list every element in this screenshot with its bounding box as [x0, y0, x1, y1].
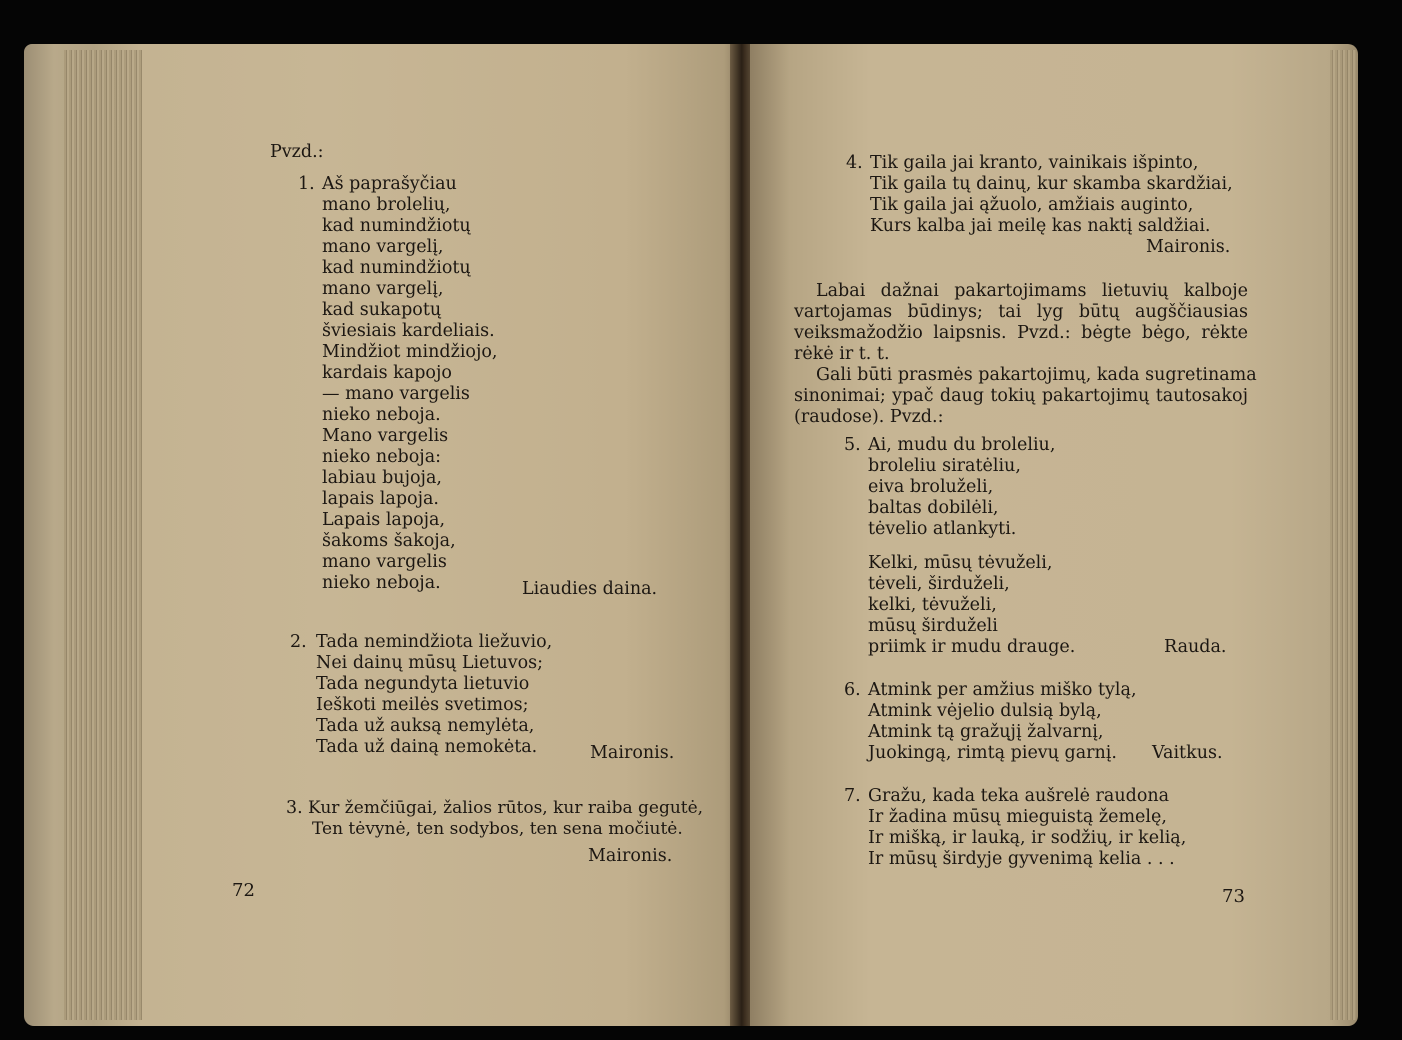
text-line: (raudose). Pvzd.: [794, 407, 944, 427]
poem-line: labiau bujoja, [322, 468, 442, 488]
poem-line: eiva broluželi, [868, 477, 994, 497]
poem-line: Ieškoti meilės svetimos; [316, 695, 529, 715]
poem-line: nieko neboja. [322, 573, 441, 593]
page-number-left: 72 [232, 880, 255, 901]
poem-line: Nei dainų mūsų Lietuvos; [316, 653, 544, 673]
poem-example-2 [316, 632, 552, 758]
poem-line: Kelki, mūsų tėvuželi, [868, 553, 1053, 573]
source-attribution: Vaitkus. [1152, 743, 1223, 763]
example-number: 3. [286, 798, 303, 818]
poem-line: baltas dobilėli, [868, 498, 999, 518]
poem-example-5-stanza-2 [868, 553, 1075, 658]
page-number-right: 73 [1222, 886, 1245, 907]
poem-line: kad sukapotų [322, 300, 442, 320]
poem-line: kad numindžiotų [322, 258, 471, 278]
poem-line: Aš paprašyčiau [322, 174, 457, 194]
example-number: 4. [846, 153, 863, 173]
page-edges-left [64, 50, 142, 1020]
poem-line: Tada už auksą nemylėta, [316, 716, 535, 736]
poem-line: kelki, tėvuželi, [868, 595, 997, 615]
example-number: 1. [298, 174, 315, 194]
poem-line: priimk ir mudu drauge. [868, 637, 1076, 657]
poem-line: Kurs kalba jai meilę kas naktį saldžiai. [870, 216, 1211, 236]
page-edges-right [1330, 50, 1356, 1020]
poem-line: broleliu siratėliu, [868, 456, 1021, 476]
poem-line: Tada negundyta lietuvio [316, 674, 530, 694]
poem-line: šviesiais kardeliais. [322, 321, 495, 341]
poem-example-4 [870, 153, 1233, 237]
source-attribution: Maironis. [588, 846, 673, 866]
poem-line: Kur žemčiūgai, žalios rūtos, kur raiba gegutė, [308, 798, 704, 818]
poem-line: šakoms šakoja, [322, 531, 456, 551]
poem-example-3 [308, 798, 703, 840]
example-number: 2. [290, 632, 307, 652]
text-line: rėkė ir t. t. [794, 344, 890, 364]
poem-line: Lapais lapoja, [322, 510, 446, 530]
source-attribution: Maironis. [1146, 237, 1231, 257]
poem-line: mūsų širduželi [868, 616, 998, 636]
poem-line: tėvelio atlankyti. [868, 519, 1017, 539]
poem-line: Tada už dainą nemokėta. [316, 737, 538, 757]
source-attribution: Rauda. [1164, 637, 1227, 657]
poem-line: Gražu, kada teka aušrelė raudona [868, 786, 1170, 806]
poem-line: — mano vargelis [322, 384, 470, 404]
poem-example-7 [868, 786, 1186, 870]
body-paragraph-1 [794, 281, 1248, 365]
text-line: vartojamas būdinys; tai lyg būtų augščiausias [794, 302, 1248, 322]
poem-line: Atmink tą gražųjį žalvarnį, [868, 722, 1104, 742]
source-attribution: Liaudies daina. [522, 579, 658, 599]
poem-example-1 [322, 174, 497, 594]
poem-line: mano vargelį, [322, 279, 444, 299]
example-number: 6. [844, 680, 861, 700]
poem-line: mano vargelis [322, 552, 447, 572]
poem-line: Mindžiot mindžiojo, [322, 342, 498, 362]
poem-line: mano brolelių, [322, 195, 451, 215]
body-paragraph-2 [794, 365, 1257, 428]
poem-line: Atmink vėjelio dulsią bylą, [868, 701, 1102, 721]
poem-line: nieko neboja. [322, 405, 441, 425]
poem-line: Mano vargelis [322, 426, 449, 446]
source-attribution: Maironis. [590, 743, 675, 763]
poem-line: tėveli, širduželi, [868, 574, 1010, 594]
poem-line: Juokingą, rimtą pievų garnį. [868, 743, 1117, 763]
poem-line: Tik gaila jai ąžuolo, amžiais auginto, [870, 195, 1194, 215]
poem-line: kardais kapojo [322, 363, 452, 383]
text-line: sinonimai; ypač daug tokių pakartojimų tautosakoj [794, 386, 1248, 406]
example-number: 5. [844, 435, 861, 455]
poem-line: lapais lapoja. [322, 489, 439, 509]
poem-line: Ir mūsų širdyje gyvenimą kelia . . . [868, 849, 1175, 869]
poem-example-5-stanza-1 [868, 435, 1055, 540]
poem-line: nieko neboja: [322, 447, 442, 467]
poem-line: Tik gaila tų dainų, kur skamba skardžiai, [870, 174, 1233, 194]
poem-line: Ten tėvynė, ten sodybos, ten sena močiutė. [312, 819, 683, 839]
intro-label: Pvzd.: [270, 142, 324, 162]
text-line: Gali būti prasmės pakartojimų, kada sugretinama [816, 365, 1257, 385]
example-number: 7. [844, 786, 861, 806]
poem-line: Ir žadina mūsų mieguistą žemelę, [868, 807, 1167, 827]
poem-line: Tada nemindžiota liežuvio, [316, 632, 553, 652]
poem-example-6 [868, 680, 1137, 764]
poem-line: Ai, mudu du broleliu, [868, 435, 1056, 455]
poem-line: Atmink per amžius miško tylą, [868, 680, 1137, 700]
poem-line: Tik gaila jai kranto, vainikais išpinto, [870, 153, 1199, 173]
text-line: veiksmažodžio laipsnis. Pvzd.: bėgte bėgo, rėkte [794, 323, 1248, 343]
text-line: Labai dažnai pakartojimams lietuvių kalboje [816, 281, 1248, 301]
poem-line: mano vargelį, [322, 237, 444, 257]
poem-line: Ir mišką, ir lauką, ir sodžių, ir kelią, [868, 828, 1187, 848]
poem-line: kad numindžiotų [322, 216, 471, 236]
